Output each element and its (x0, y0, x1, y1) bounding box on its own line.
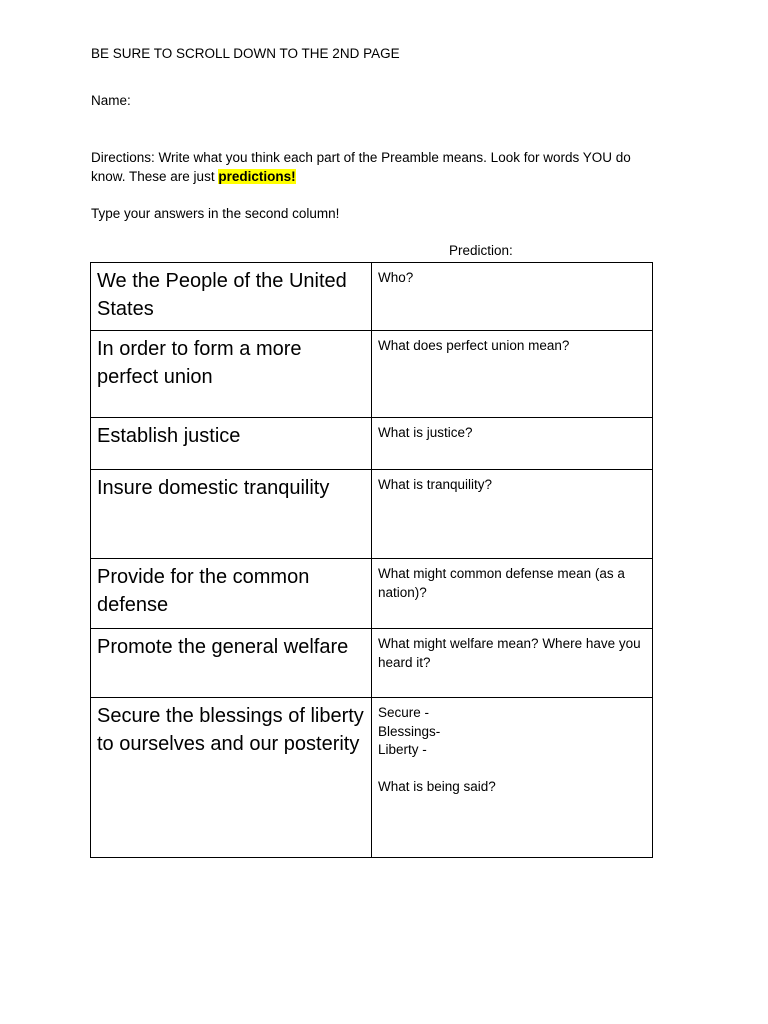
table-row (91, 418, 653, 470)
prompt-text: What might welfare mean? Where have you heard it? (378, 636, 641, 670)
phrase-text: Establish justice (97, 425, 241, 447)
answer-cell[interactable] (372, 698, 653, 858)
prompt-text: Secure - Blessings- Liberty - What is being said? (378, 705, 496, 794)
answer-cell[interactable] (372, 418, 653, 470)
phrase-cell (91, 629, 372, 698)
phrase-text: Promote the general welfare (97, 636, 349, 658)
phrase-cell (91, 470, 372, 559)
prompt-text: What is justice? (378, 425, 473, 440)
phrase-cell (91, 559, 372, 629)
prompt-text: What does perfect union mean? (378, 338, 570, 353)
table-row (91, 698, 653, 858)
table-row (91, 629, 653, 698)
phrase-cell (91, 418, 372, 470)
phrase-text: Insure domestic tranquility (97, 477, 330, 499)
prediction-column-header: Prediction: (449, 243, 513, 258)
directions-text: Directions: Write what you think each part of the Preamble means. Look for words YOU do know. These are just (91, 150, 631, 184)
table-row (91, 559, 653, 629)
scroll-note: BE SURE TO SCROLL DOWN TO THE 2ND PAGE (91, 46, 400, 61)
phrase-text: In order to form a more perfect union (97, 338, 302, 388)
table-row (91, 263, 653, 331)
phrase-cell (91, 263, 372, 331)
phrase-text: Provide for the common defense (97, 566, 310, 616)
phrase-text: Secure the blessings of liberty to ourselves and our posterity (97, 705, 364, 755)
phrase-cell (91, 331, 372, 418)
prompt-text: What might common defense mean (as a nation)? (378, 566, 625, 600)
prompt-text: Who? (378, 270, 414, 285)
phrase-text: We the People of the United States (97, 270, 347, 320)
answer-cell[interactable] (372, 559, 653, 629)
table-row (91, 331, 653, 418)
answer-cell[interactable] (372, 629, 653, 698)
preamble-table (90, 262, 653, 858)
answer-cell[interactable] (372, 470, 653, 559)
instruction-text: Type your answers in the second column! (91, 206, 340, 221)
prompt-text: What is tranquility? (378, 477, 493, 492)
answer-cell[interactable] (372, 263, 653, 331)
answer-cell[interactable] (372, 331, 653, 418)
directions-paragraph (91, 149, 656, 186)
name-label: Name: (91, 93, 131, 108)
predictions-highlight: predictions! (218, 168, 296, 184)
table-row (91, 470, 653, 559)
phrase-cell (91, 698, 372, 858)
